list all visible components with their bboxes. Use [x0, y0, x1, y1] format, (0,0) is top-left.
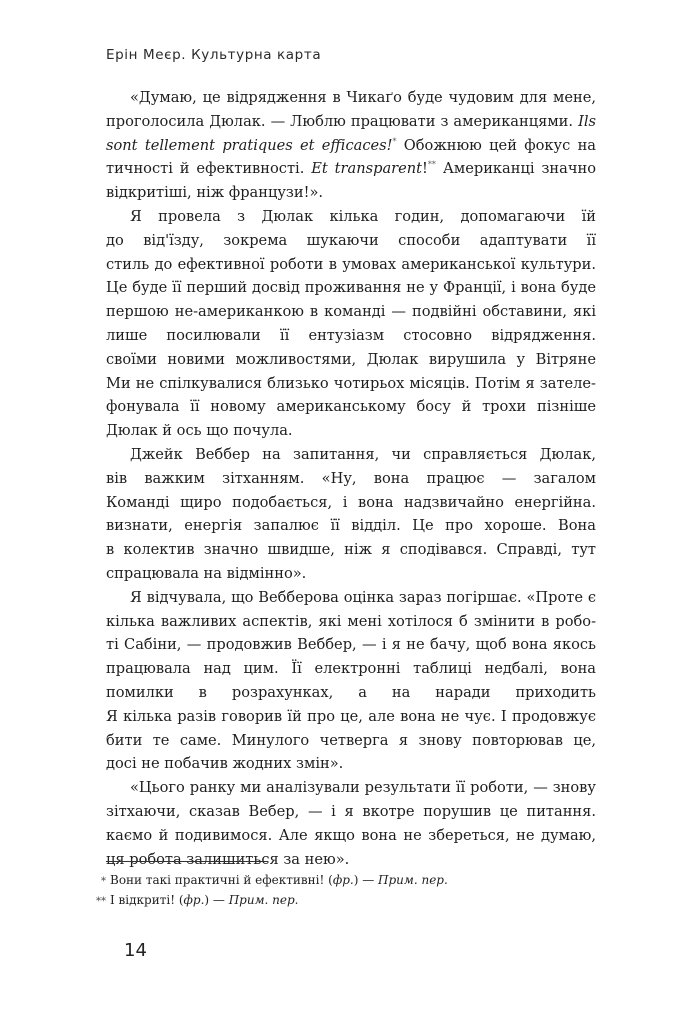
text-line: Я відчувала, що Вебберова оцінка зараз погіршає. «Проте є — [130, 588, 596, 606]
text-line: ця робота залишиться за нею». — [106, 850, 350, 868]
text-line: Дюлак й ось що почула. — [106, 422, 293, 440]
text-line: в колектив значно швидше, ніж я сподівався. Справді, тут — [106, 541, 596, 559]
text-line: Я кілька разів говорив їй про це, але вона не чує. І продовжує — [106, 707, 596, 725]
text-line: Ми не спілкувалися близько чотирьох місяців. Потім я зателе- — [106, 374, 596, 392]
text-line: Команді щиро подобається, і вона надзвичайно енергійна. — [106, 493, 596, 511]
text-line: Я провела з Дюлак кілька годин, допомагаючи їй — [130, 207, 596, 225]
footnote-divider — [106, 861, 268, 862]
text-line: Джейк Веббер на запитання, чи справляється Дюлак, — [130, 445, 596, 463]
text-line: фонувала її новому американському босу й трохи пізніше — [106, 398, 596, 416]
text-line: «Думаю, це відрядження в Чикаґо буде чудовим для мене, — [130, 89, 596, 106]
footnote-mark: ** — [96, 896, 106, 907]
text-line: визнати, енергія запалює її відділ. Це про хороше. Вона — [106, 517, 596, 535]
footnote-mark: * — [101, 876, 106, 887]
body-text — [106, 86, 596, 871]
text-line: першою не-американкою в команді — подвійні обставини, які — [106, 303, 596, 321]
text-line: відкритіші, ніж французи!». — [106, 184, 324, 202]
footnote-2: ** І відкриті! (фр.) — Прим. пер. — [82, 893, 299, 907]
text-line: тичності й ефективності. Et transparent!** Американці значно — [106, 160, 596, 178]
text-line: каємо й подивимося. Але якщо вона не збереться, не думаю, — [106, 826, 596, 844]
text-line: вів важким зітханням. «Ну, вона працює — загалом — [106, 469, 596, 487]
text-line: досі не побачив жодних змін». — [106, 755, 344, 773]
text-line: зітхаючи, сказав Вебер, — і я вкотре порушив це питання. — [106, 802, 596, 820]
text-line: «Цього ранку ми аналізували результати її роботи, — знову — [130, 779, 596, 797]
page-number: 14 — [124, 940, 147, 961]
text-line: проголосила Дюлак. — Люблю працювати з американцями. Ils — [106, 112, 596, 130]
running-header: Ерін Меєр. Культурна карта — [106, 47, 322, 63]
text-line: помилки в розрахунках, а на наради приходить — [106, 683, 596, 701]
text-line: Це буде її перший досвід проживання не у Франції, і вона буде — [106, 279, 596, 297]
text-line: ті Сабіни, — продовжив Веббер, — і я не бачу, щоб вона якось — [106, 636, 596, 654]
text-line: лише посилювали її ентузіазм стосовно відрядження. — [106, 326, 596, 344]
text-line: своїми новими можливостями, Дюлак вирушила у Вітряне — [106, 350, 596, 368]
text-line: спрацювала на відмінно». — [106, 564, 307, 582]
text-line: бити те саме. Минулого четверга я знову повторював це, — [106, 731, 596, 749]
text-line: кілька важливих аспектів, які мені хотілося б змінити в робо- — [106, 612, 596, 630]
footnote-1: * Вони такі практичні й ефективні! (фр.) — Прим. пер. — [82, 873, 448, 887]
text-line: sont tellement pratiques et efficaces!* Обожнюю цей фокус на — [106, 136, 596, 154]
text-line: до від'їзду, зокрема шукаючи способи адаптувати її — [106, 231, 596, 249]
text-line: стиль до ефективної роботи в умовах американської культури. — [106, 255, 596, 273]
text-line: працювала над цим. Її електронні таблиці недбалі, вона — [106, 660, 596, 678]
